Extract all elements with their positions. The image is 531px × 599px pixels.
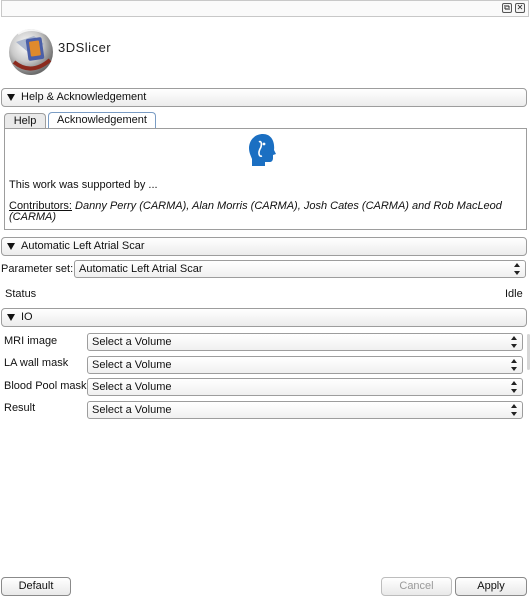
combo-value: Select a Volume xyxy=(92,381,172,393)
up-down-arrows-icon xyxy=(511,404,518,416)
acknowledgement-text: This work was supported by ... xyxy=(9,179,158,191)
default-button[interactable]: Default xyxy=(1,577,71,596)
expand-triangle-icon xyxy=(7,94,15,101)
tab-label: Acknowledgement xyxy=(57,114,147,126)
close-button[interactable] xyxy=(515,3,525,13)
blood-pool-mask-label: Blood Pool mask xyxy=(4,380,87,392)
automatic-left-atrial-scar-header[interactable] xyxy=(1,237,527,256)
up-down-arrows-icon xyxy=(511,359,518,371)
help-acknowledgement-header[interactable] xyxy=(1,88,527,107)
close-icon: ✕ xyxy=(516,3,524,12)
tab-label: Help xyxy=(13,115,37,127)
restore-icon: ⧉ xyxy=(504,3,510,12)
la-wall-mask-label: LA wall mask xyxy=(4,357,69,369)
tab-acknowledgement[interactable] xyxy=(48,112,156,129)
combo-value: Select a Volume xyxy=(92,359,172,371)
result-selector[interactable] xyxy=(87,401,523,419)
scrollbar-handle[interactable] xyxy=(527,334,530,370)
contributors-link[interactable]: Contributors: xyxy=(9,200,72,212)
module-title-bar xyxy=(1,0,529,17)
slicer-logo-text: 3DSlicer xyxy=(58,40,112,55)
section-title: Automatic Left Atrial Scar xyxy=(21,240,145,252)
section-title: Help & Acknowledgement xyxy=(21,91,147,103)
la-wall-mask-selector[interactable] xyxy=(87,356,523,374)
parameter-set-combobox[interactable] xyxy=(74,260,526,278)
expand-triangle-icon xyxy=(7,314,15,321)
combo-value: Select a Volume xyxy=(92,404,172,416)
blood-pool-mask-selector[interactable] xyxy=(87,378,523,396)
up-down-arrows-icon xyxy=(511,336,518,348)
restore-button[interactable] xyxy=(502,3,512,13)
tab-help[interactable] xyxy=(4,113,46,129)
io-section-header[interactable] xyxy=(1,308,527,327)
up-down-arrows-icon xyxy=(511,381,518,393)
section-title: IO xyxy=(21,311,33,323)
mri-image-selector[interactable] xyxy=(87,333,523,351)
combo-value: Select a Volume xyxy=(92,336,172,348)
result-label: Result xyxy=(4,402,36,414)
namic-head-icon xyxy=(246,132,280,168)
cancel-button[interactable]: Cancel xyxy=(381,577,452,596)
parameter-set-label: Parameter set: xyxy=(1,263,74,275)
mri-image-label: MRI image xyxy=(4,335,58,347)
apply-button[interactable]: Apply xyxy=(455,577,527,596)
status-label: Status xyxy=(5,288,37,300)
up-down-arrows-icon xyxy=(514,263,521,275)
status-value: Idle xyxy=(505,288,523,300)
combo-value: Automatic Left Atrial Scar xyxy=(79,263,203,275)
contributors-names: Danny Perry (CARMA), Alan Morris (CARMA), Josh Cates (CARMA) and Rob MacLeod (CARMA) xyxy=(9,200,502,223)
expand-triangle-icon xyxy=(7,243,15,250)
slicer-logo-icon xyxy=(4,22,56,78)
contributors-text xyxy=(9,201,519,223)
